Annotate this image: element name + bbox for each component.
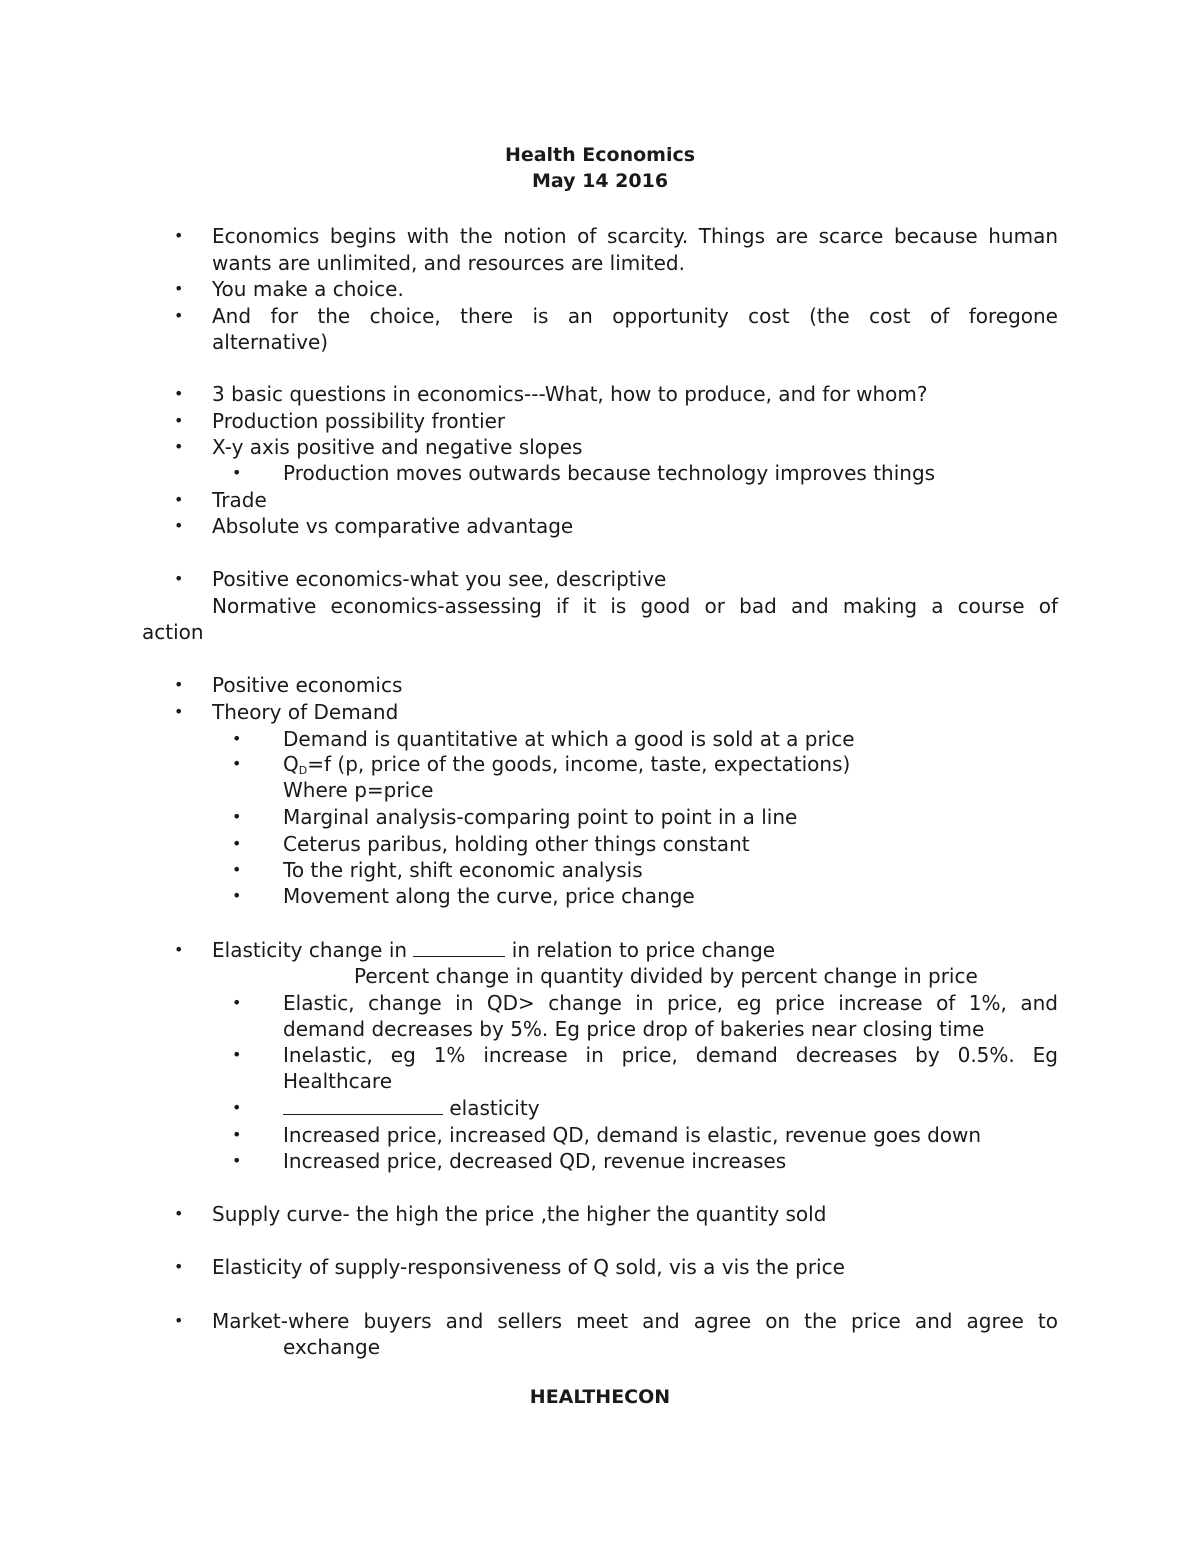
paragraph-text-continued: action	[142, 620, 204, 644]
quantity-subscript: D	[298, 764, 308, 777]
list-item-text: Demand is quantitative at which a good is sold at a price	[283, 727, 855, 751]
bullet-icon: •	[174, 437, 184, 456]
document-footer-label: HEALTHECON	[529, 1386, 671, 1408]
list-item-text: Production possibility frontier	[212, 409, 506, 433]
bullet-icon: •	[232, 1045, 242, 1064]
list-item-text: You make a choice.	[212, 277, 404, 301]
fill-in-blank	[413, 938, 505, 957]
bullet-icon: •	[174, 1311, 184, 1330]
list-item-text: Increased price, increased QD, demand is elastic, revenue goes down	[283, 1123, 982, 1147]
bullet-icon: •	[174, 490, 184, 509]
bullet-icon: •	[232, 807, 242, 826]
list-item-text: Positive economics	[212, 673, 403, 697]
list-item-text-continued: Where p=price	[283, 778, 434, 802]
list-item-text-continued: exchange	[283, 1335, 381, 1359]
text-after-blank: elasticity	[449, 1096, 540, 1120]
bullet-icon: •	[174, 516, 184, 535]
bullet-icon: •	[174, 279, 184, 298]
bullet-icon: •	[174, 569, 184, 588]
bullet-icon: •	[232, 463, 242, 482]
list-item-text: X-y axis positive and negative slopes	[212, 435, 583, 459]
text-after-blank: in relation to price change	[511, 938, 776, 962]
bullet-icon: •	[174, 1204, 184, 1223]
list-item-text: Economics begins with the notion of scarcity. Things are scarce because human	[212, 224, 1058, 248]
text-before-blank: Elasticity change in	[212, 938, 408, 962]
list-item-text-continued: Healthcare	[283, 1069, 393, 1093]
bullet-icon: •	[174, 702, 184, 721]
fill-in-blank	[283, 1096, 443, 1115]
formula-rest: =f (p, price of the goods, income, taste, expectations)	[307, 752, 851, 776]
bullet-icon: •	[174, 1257, 184, 1276]
list-item-text: Ceterus paribus, holding other things constant	[283, 832, 750, 856]
bullet-icon: •	[174, 226, 184, 245]
list-item-text	[283, 1095, 540, 1121]
bullet-icon: •	[232, 729, 242, 748]
list-item-text: Movement along the curve, price change	[283, 884, 695, 908]
list-item-text: Positive economics-what you see, descriptive	[212, 567, 667, 591]
bullet-icon: •	[174, 675, 184, 694]
list-item-text: Trade	[212, 488, 267, 512]
list-item-text: Marginal analysis-comparing point to point in a line	[283, 805, 798, 829]
list-item-text: Theory of Demand	[212, 700, 399, 724]
bullet-icon: •	[174, 384, 184, 403]
formula-description: Percent change in quantity divided by percent change in price	[354, 964, 978, 988]
document-date: May 14 2016	[531, 170, 669, 192]
quantity-symbol: Q	[283, 752, 299, 776]
list-item-text: Elastic, change in QD> change in price, eg price increase of 1%, and	[283, 991, 1058, 1015]
list-item-text: Elasticity of supply-responsiveness of Q sold, vis a vis the price	[212, 1255, 845, 1279]
list-item-text-continued: wants are unlimited, and resources are limited.	[212, 251, 685, 275]
bullet-icon: •	[232, 754, 242, 773]
bullet-icon: •	[174, 940, 184, 959]
bullet-icon: •	[232, 834, 242, 853]
list-item-text	[212, 937, 775, 963]
list-item-text: Supply curve- the high the price ,the higher the quantity sold	[212, 1202, 827, 1226]
bullet-icon: •	[174, 306, 184, 325]
list-item-text: To the right, shift economic analysis	[283, 858, 643, 882]
list-item-text: Market-where buyers and sellers meet and agree on the price and agree to	[212, 1309, 1058, 1333]
list-item-text: 3 basic questions in economics---What, how to produce, and for whom?	[212, 382, 928, 406]
list-item-text-continued: demand decreases by 5%. Eg price drop of bakeries near closing time	[283, 1017, 985, 1041]
bullet-icon: •	[232, 1098, 242, 1117]
document-title: Health Economics	[504, 144, 696, 166]
list-item-text: Increased price, decreased QD, revenue increases	[283, 1149, 787, 1173]
list-item-text: Production moves outwards because technology improves things	[283, 461, 936, 485]
list-item-text-continued: alternative)	[212, 330, 329, 354]
bullet-icon: •	[232, 886, 242, 905]
bullet-icon: •	[232, 860, 242, 879]
bullet-icon: •	[232, 1125, 242, 1144]
list-item-text: And for the choice, there is an opportunity cost (the cost of foregone	[212, 304, 1058, 328]
bullet-icon: •	[232, 993, 242, 1012]
list-item-text: Inelastic, eg 1% increase in price, demand decreases by 0.5%. Eg	[283, 1043, 1058, 1067]
paragraph-text: Normative economics-assessing if it is good or bad and making a course of	[212, 594, 1058, 618]
bullet-icon: •	[174, 411, 184, 430]
list-item-text: Absolute vs comparative advantage	[212, 514, 574, 538]
bullet-icon: •	[232, 1151, 242, 1170]
